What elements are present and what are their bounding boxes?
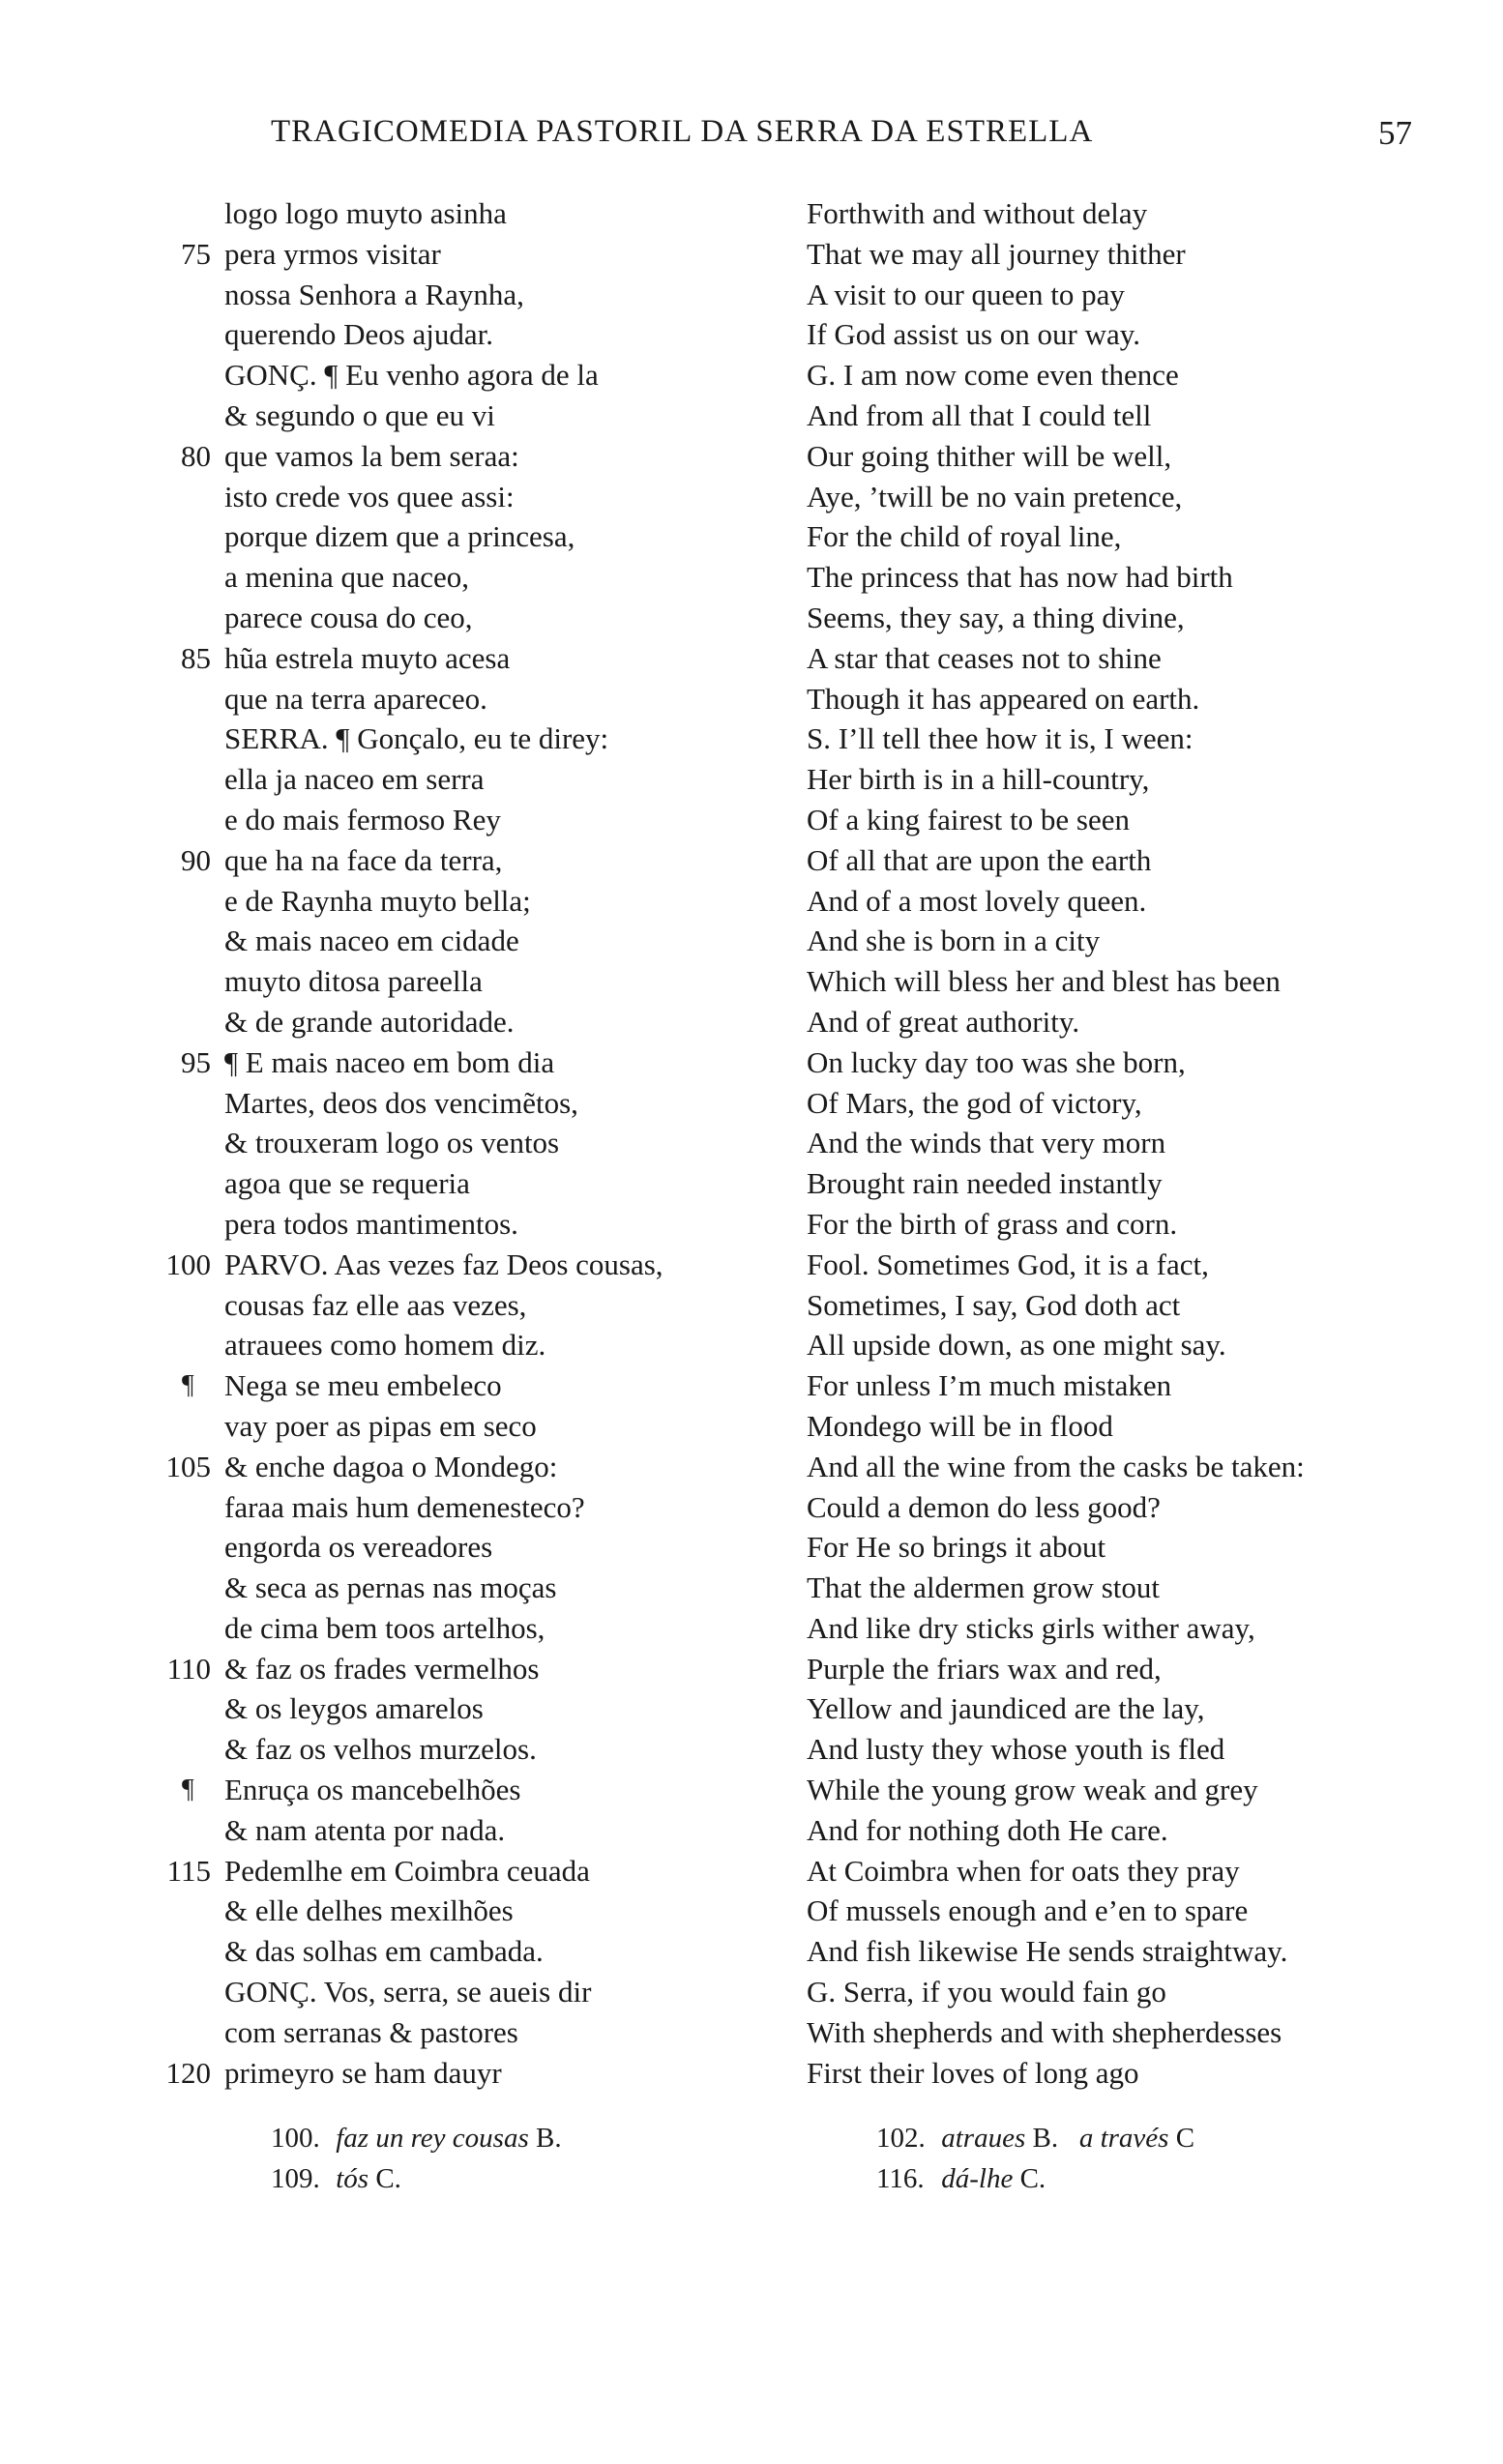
verse-line: [155, 1285, 774, 1326]
footnote-line-number: 102.: [876, 2123, 926, 2154]
translation-text: Which will bless her and blest has been: [807, 964, 1281, 999]
footnotes: [271, 2118, 1431, 2199]
translation-text: G. I am now come even thence: [807, 358, 1179, 393]
translation-line: [807, 1810, 1426, 1851]
verse-text: querendo Deos ajudar.: [224, 317, 494, 352]
translation-line: [807, 1972, 1426, 2012]
translation-line: [807, 1365, 1426, 1406]
translation-line: [807, 1245, 1426, 1285]
translation-line: [807, 679, 1426, 719]
line-number: 120: [165, 2055, 211, 2090]
verse-text: & elle delhes mexilhões: [224, 1893, 514, 1928]
verse-line: [155, 1002, 774, 1042]
verse-line: [155, 436, 774, 477]
verse-text: PARVO. Aas vezes faz Deos cousas,: [224, 1247, 663, 1281]
translation-line: [807, 396, 1426, 436]
translation-line: [807, 275, 1426, 315]
translation-text: Though it has appeared on earth.: [807, 681, 1200, 716]
translation-text: S. I’ll tell thee how it is, I ween:: [807, 721, 1194, 756]
footnote-line-number: 100.: [271, 2123, 320, 2154]
verse-text: cousas faz elle aas vezes,: [224, 1287, 527, 1322]
verse-text: Pedemlhe em Coimbra ceuada: [224, 1853, 590, 1888]
translation-text: With shepherds and with shepherdesses: [807, 2014, 1282, 2049]
translation-line: [807, 1931, 1426, 1972]
translation-text: A visit to our queen to pay: [807, 277, 1125, 311]
verse-text: pera todos mantimentos.: [224, 1206, 518, 1241]
translation-text: Aye, ’twill be no vain pretence,: [807, 479, 1183, 513]
verse-line: [155, 355, 774, 396]
translation-text: If God assist us on our way.: [807, 317, 1140, 352]
translation-line: [807, 1608, 1426, 1649]
translation-text: Sometimes, I say, God doth act: [807, 1287, 1181, 1322]
translation-text: All upside down, as one might say.: [807, 1328, 1226, 1363]
translation-text: While the young grow weak and grey: [807, 1773, 1258, 1807]
verse-text: isto crede vos quee assi:: [224, 479, 515, 513]
line-number: 80: [181, 438, 211, 473]
footnote-reading: tós: [336, 2163, 369, 2194]
footnote-source: B.: [536, 2123, 562, 2154]
verse-line: [155, 1487, 774, 1528]
verse-line: [155, 314, 774, 355]
verse-text: & de grande autoridade.: [224, 1004, 515, 1039]
paragraph-mark: ¶: [182, 1775, 194, 1805]
verse-text: & faz os velhos murzelos.: [224, 1732, 537, 1767]
translation-text: At Coimbra when for oats they pray: [807, 1853, 1240, 1888]
translation-line: [807, 193, 1426, 234]
verse-line: [155, 638, 774, 679]
translation-line: [807, 881, 1426, 922]
translation-text: For the child of royal line,: [807, 519, 1122, 554]
line-number: 90: [181, 842, 211, 877]
translation-line: [807, 355, 1426, 396]
translation-line: [807, 921, 1426, 961]
translation-text: G. Serra, if you would fain go: [807, 1975, 1166, 2009]
verse-text: nossa Senhora a Raynha,: [224, 277, 524, 311]
verse-text: que na terra apareceo.: [224, 681, 487, 716]
verse-line: [155, 234, 774, 275]
verse-line: [155, 1325, 774, 1365]
verse-text: e do mais fermoso Rey: [224, 802, 501, 836]
verse-line: [155, 1931, 774, 1972]
verse-line: [155, 477, 774, 517]
line-number: 105: [165, 1449, 211, 1483]
verse-text: & os leygos amarelos: [224, 1691, 484, 1726]
verse-line: [155, 1972, 774, 2012]
footnote-variant: [271, 2118, 562, 2158]
translation-line: [807, 1568, 1426, 1608]
footnote-variant: [271, 2158, 401, 2199]
verse-text: a menina que naceo,: [224, 560, 470, 595]
translation-line: [807, 1688, 1426, 1729]
translation-text: And from all that I could tell: [807, 397, 1152, 432]
translation-line: [807, 234, 1426, 275]
verse-line: [155, 1568, 774, 1608]
footnote-source: B.: [1032, 2123, 1059, 2154]
verse-line: [155, 1163, 774, 1204]
verse-text: & trouxeram logo os ventos: [224, 1126, 560, 1160]
verse-text: & segundo o que eu vi: [224, 397, 495, 432]
verse-line: [155, 1365, 774, 1406]
footnote-row: [271, 2158, 1431, 2199]
verse-text: faraa mais hum demenesteco?: [224, 1489, 585, 1524]
line-number: 75: [181, 236, 211, 271]
translation-line: [807, 961, 1426, 1002]
translation-line: [807, 1042, 1426, 1083]
verse-text: porque dizem que a princesa,: [224, 519, 575, 554]
translation-line: [807, 638, 1426, 679]
verse-line: [155, 800, 774, 840]
verse-line: [155, 881, 774, 922]
translation-line: [807, 800, 1426, 840]
verse-text: ella ja naceo em serra: [224, 762, 485, 797]
translation-line: [807, 1002, 1426, 1042]
translation-text: A star that ceases not to shine: [807, 640, 1162, 675]
translation-text: For unless I’m much mistaken: [807, 1368, 1172, 1403]
verse-text: que ha na face da terra,: [224, 842, 503, 877]
translation-text: Our going thither will be well,: [807, 438, 1172, 473]
translation-text: Of mussels enough and e’en to spare: [807, 1893, 1249, 1928]
page-number: 57: [1378, 114, 1412, 152]
translation-line: [807, 477, 1426, 517]
english-translation-column: [807, 193, 1426, 2093]
verse-line: [155, 961, 774, 1002]
translation-text: And fish likewise He sends straightway.: [807, 1934, 1288, 1969]
footnote-reading: faz un rey cousas: [336, 2123, 529, 2154]
verse-line: [155, 1649, 774, 1689]
translation-text: The princess that has now had birth: [807, 560, 1233, 595]
verse-line: [155, 679, 774, 719]
running-head-title: TRAGICOMEDIA PASTORIL DA SERRA DA ESTRELLA: [271, 114, 1094, 149]
translation-text: That we may all journey thither: [807, 236, 1186, 271]
verse-text: primeyro se ham dauyr: [224, 2055, 502, 2090]
verse-text: & das solhas em cambada.: [224, 1934, 544, 1969]
verse-text: vay poer as pipas em seco: [224, 1408, 537, 1443]
verse-text: GONÇ. ¶ Eu venho agora de la: [224, 358, 599, 393]
translation-line: [807, 840, 1426, 881]
translation-text: And like dry sticks girls wither away,: [807, 1610, 1255, 1645]
translation-text: Of Mars, the god of victory,: [807, 1085, 1142, 1120]
translation-text: And of a most lovely queen.: [807, 883, 1147, 918]
verse-line: [155, 275, 774, 315]
verse-line: [155, 516, 774, 557]
translation-text: Fool. Sometimes God, it is a fact,: [807, 1247, 1209, 1281]
verse-text: e de Raynha muyto bella;: [224, 883, 531, 918]
translation-text: And for nothing doth He care.: [807, 1812, 1168, 1847]
footnote-variant: [876, 2158, 1046, 2199]
verse-text: & nam atenta por nada.: [224, 1812, 506, 1847]
verse-line: [155, 719, 774, 759]
translation-line: [807, 1487, 1426, 1528]
translation-line: [807, 1527, 1426, 1568]
verse-text: parece cousa do ceo,: [224, 600, 473, 634]
verse-line: [155, 1608, 774, 1649]
verse-text: hũa estrela muyto acesa: [224, 640, 511, 675]
verse-line: [155, 1770, 774, 1810]
verse-text: engorda os vereadores: [224, 1530, 493, 1565]
translation-text: Her birth is in a hill-country,: [807, 762, 1150, 797]
footnote-row: [271, 2118, 1431, 2158]
translation-line: [807, 1406, 1426, 1447]
translation-line: [807, 1204, 1426, 1245]
translation-line: [807, 759, 1426, 800]
line-number: 115: [166, 1853, 211, 1888]
verse-line: [155, 1851, 774, 1892]
translation-text: And all the wine from the casks be taken:: [807, 1449, 1305, 1483]
verse-line: [155, 1245, 774, 1285]
verse-line: [155, 1042, 774, 1083]
verse-text: & enche dagoa o Mondego:: [224, 1449, 558, 1483]
verse-text: & faz os frades vermelhos: [224, 1651, 540, 1686]
verse-line: [155, 759, 774, 800]
verse-line: [155, 1729, 774, 1770]
verse-text: Enruça os mancebelhões: [224, 1773, 521, 1807]
verse-text: logo logo muyto asinha: [224, 196, 507, 230]
verse-text: Nega se meu embeleco: [224, 1368, 502, 1403]
translation-line: [807, 1123, 1426, 1163]
verse-line: [155, 193, 774, 234]
verse-text: GONÇ. Vos, serra, se aueis dir: [224, 1975, 592, 2009]
translation-text: For the birth of grass and corn.: [807, 1206, 1178, 1241]
footnote-reading: atraues: [941, 2123, 1026, 2154]
translation-line: [807, 719, 1426, 759]
translation-line: [807, 1447, 1426, 1487]
translation-text: Purple the friars wax and red,: [807, 1651, 1162, 1686]
verse-line: [155, 1204, 774, 1245]
verse-text: pera yrmos visitar: [224, 236, 441, 271]
footnote-reading: dá-lhe: [941, 2163, 1014, 2194]
verse-line: [155, 840, 774, 881]
translation-text: Brought rain needed instantly: [807, 1166, 1163, 1201]
verse-line: [155, 557, 774, 598]
verse-text: atrauees como homem diz.: [224, 1328, 546, 1363]
translation-line: [807, 1729, 1426, 1770]
translation-text: Of all that are upon the earth: [807, 842, 1152, 877]
translation-text: Of a king fairest to be seen: [807, 802, 1130, 836]
translation-line: [807, 2053, 1426, 2094]
footnote-line-number: 109.: [271, 2163, 320, 2194]
verse-text: que vamos la bem seraa:: [224, 438, 519, 473]
line-number: 100: [165, 1247, 211, 1281]
translation-text: And lusty they whose youth is fled: [807, 1732, 1225, 1767]
verse-line: [155, 921, 774, 961]
translation-line: [807, 314, 1426, 355]
translation-text: First their loves of long ago: [807, 2055, 1139, 2090]
verse-text: com serranas & pastores: [224, 2014, 518, 2049]
verse-text: Martes, deos dos vencimẽtos,: [224, 1085, 578, 1120]
verse-line: [155, 1406, 774, 1447]
translation-text: Seems, they say, a thing divine,: [807, 600, 1185, 634]
translation-line: [807, 516, 1426, 557]
translation-line: [807, 1770, 1426, 1810]
translation-text: And the winds that very morn: [807, 1126, 1166, 1160]
running-header: [271, 114, 1412, 162]
verse-line: [155, 1083, 774, 1124]
translation-line: [807, 1083, 1426, 1124]
verse-text: & seca as pernas nas moças: [224, 1570, 557, 1605]
footnote-variant: [876, 2118, 1194, 2158]
translation-line: [807, 557, 1426, 598]
verse-line: [155, 1688, 774, 1729]
translation-text: For He so brings it about: [807, 1530, 1106, 1565]
translation-line: [807, 1851, 1426, 1892]
line-number: 110: [166, 1651, 211, 1686]
translation-text: Forthwith and without delay: [807, 196, 1148, 230]
translation-line: [807, 1891, 1426, 1931]
line-number: 85: [181, 640, 211, 675]
translation-text: That the aldermen grow stout: [807, 1570, 1161, 1605]
footnote-source: C.: [1019, 2163, 1046, 2194]
verse-text: SERRA. ¶ Gonçalo, eu te direy:: [224, 721, 609, 756]
translation-line: [807, 598, 1426, 638]
verse-line: [155, 396, 774, 436]
footnote-source: C: [1175, 2123, 1195, 2154]
footnote-source: C.: [375, 2163, 401, 2194]
verse-line: [155, 1123, 774, 1163]
verse-line: [155, 1810, 774, 1851]
verse-line: [155, 598, 774, 638]
translation-line: [807, 1649, 1426, 1689]
translation-text: On lucky day too was she born,: [807, 1044, 1186, 1079]
footnote-reading: a través: [1078, 2123, 1169, 2154]
verse-text: ¶ E mais naceo em bom dia: [224, 1044, 555, 1079]
translation-line: [807, 1163, 1426, 1204]
verse-line: [155, 1527, 774, 1568]
line-number: 95: [181, 1044, 211, 1079]
translation-line: [807, 2012, 1426, 2053]
verse-line: [155, 2053, 774, 2094]
verse-text: muyto ditosa pareella: [224, 964, 483, 999]
translation-text: Yellow and jaundiced are the lay,: [807, 1691, 1205, 1726]
portuguese-verse-column: [155, 193, 774, 2093]
translation-text: And she is born in a city: [807, 924, 1101, 958]
translation-line: [807, 436, 1426, 477]
verse-line: [155, 2012, 774, 2053]
verse-text: agoa que se requeria: [224, 1166, 470, 1201]
verse-text: de cima bem toos artelhos,: [224, 1610, 545, 1645]
footnote-line-number: 116.: [876, 2163, 925, 2194]
translation-text: And of great authority.: [807, 1004, 1080, 1039]
paragraph-mark: ¶: [182, 1370, 194, 1401]
verse-line: [155, 1891, 774, 1931]
translation-text: Mondego will be in flood: [807, 1408, 1113, 1443]
verse-line: [155, 1447, 774, 1487]
translation-text: Could a demon do less good?: [807, 1489, 1161, 1524]
translation-line: [807, 1325, 1426, 1365]
verse-text: & mais naceo em cidade: [224, 924, 519, 958]
translation-line: [807, 1285, 1426, 1326]
